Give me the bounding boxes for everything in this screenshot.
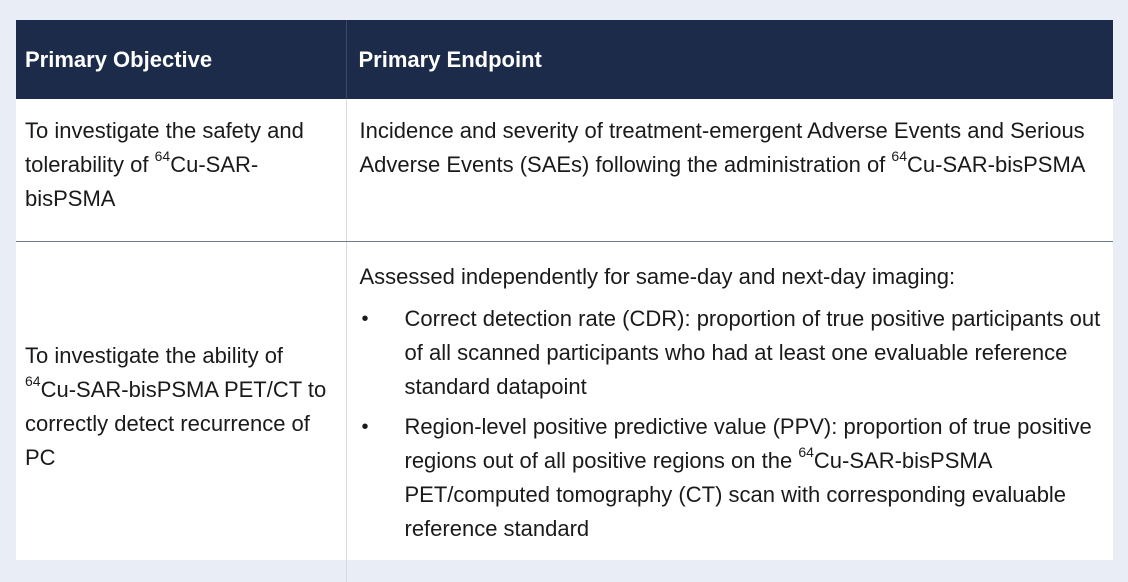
objective-text: To investigate the ability of: [25, 343, 283, 368]
objective-cell-detection: [16, 242, 346, 582]
header-primary-endpoint: Primary Endpoint: [346, 20, 1113, 99]
objective-text: To investigate the safety and tolerability of: [25, 118, 304, 177]
endpoint-text: Incidence and severity of treatment-emergent Adverse Events and Serious Adverse Events (SAEs) following the administration of: [360, 118, 1085, 177]
objective-text: Cu-SAR-bisPSMA PET/CT to correctly detect recurrence of PC: [25, 377, 326, 470]
table-row: [16, 242, 1113, 582]
table-header-row: [16, 20, 1113, 99]
list-item: [360, 410, 1104, 546]
endpoint-intro: Assessed independently for same-day and next-day imaging:: [360, 260, 1104, 294]
endpoint-cell-safety: [346, 99, 1113, 242]
table-row: [16, 99, 1113, 242]
bullet-text: Cu-SAR-bisPSMA PET/computed tomography (CT) scan with corresponding evaluable reference standard: [405, 448, 1067, 541]
bullet-icon: •: [362, 302, 369, 336]
endpoint-cell-detection: [346, 242, 1113, 582]
bullet-icon: •: [362, 410, 369, 444]
list-item: [360, 302, 1104, 404]
isotope-superscript: 64: [798, 444, 814, 460]
endpoint-bullet-list: [360, 302, 1104, 546]
endpoint-text: Cu-SAR-bisPSMA: [907, 152, 1085, 177]
objectives-endpoints-table: [16, 20, 1113, 582]
isotope-superscript: 64: [155, 148, 171, 164]
bullet-text: Correct detection rate (CDR): proportion of true positive participants out of all scanned participants who had at least one evaluable reference standard datapoint: [405, 306, 1101, 399]
isotope-superscript: 64: [891, 148, 907, 164]
objective-cell-safety: [16, 99, 346, 242]
objectives-table-container: [16, 20, 1113, 560]
isotope-superscript: 64: [25, 373, 41, 389]
bullet-text: Region-level positive predictive value (PPV): proportion of true positive regions out of all positive regions on the: [405, 414, 1092, 473]
header-primary-objective: Primary Objective: [16, 20, 346, 99]
objective-text: Cu-SAR-bisPSMA: [25, 152, 258, 211]
